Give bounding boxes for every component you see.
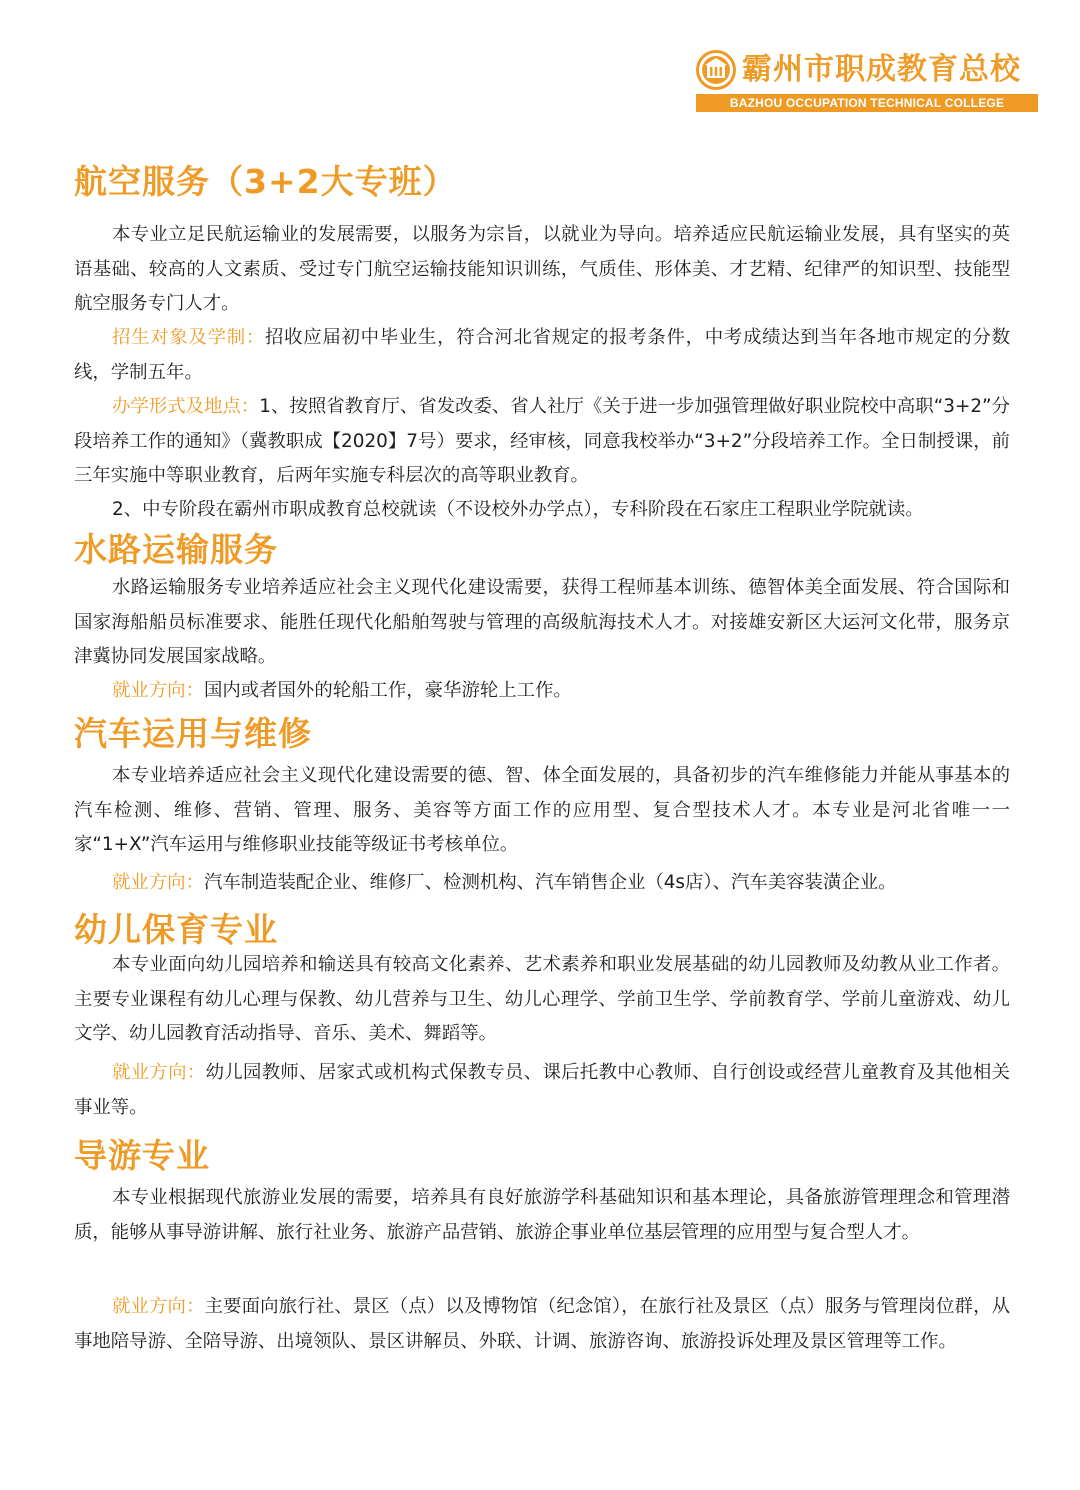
school-mode-label: 办学形式及地点： (112, 396, 260, 417)
section-intro-aviation: 本专业立足民航运输业的发展需要，以服务为宗旨，以就业为导向。培养适应民航运输业发展，具有坚实的英语基础、较高的人文素质、受过专门航空运输技能知识训练，气质佳、形体美、才艺精、纪律严的知识型、技能型航空服务专门人才。 (74, 224, 1010, 314)
section-intro-automotive: 本专业培养适应社会主义现代化建设需要的德、智、体全面发展的，具备初步的汽车维修能力并能从事基本的汽车检测、维修、营销、管理、服务、美容等方面工作的应用型、复合型技术人才。本专业是河北省唯一一家“1+X”汽车运用与维修职业技能等级证书考核单位。 (74, 765, 1010, 855)
enrollment-paragraph (74, 321, 1010, 390)
section-intro-childcare: 本专业面向幼儿园培养和输送具有较高文化素养、艺术素养和职业发展基础的幼儿园教师及幼教从业工作者。主要专业课程有幼儿心理与保教、幼儿营养与卫生、幼儿心理学、学前卫生学、学前教育学、学前儿童游戏、幼儿文学、幼儿园教育活动指导、音乐、美术、舞蹈等。 (74, 954, 1010, 1044)
section-title-aviation: 航空服务（3+2大专班） (74, 162, 457, 201)
section-intro-waterway: 水路运输服务专业培养适应社会主义现代化建设需要，获得工程师基本训练、德智体美全面发展、符合国际和国家海船船员标准要求、能胜任现代化船舶驾驶与管理的高级航海技术人才。对接雄安新区大运河文化带，服务京津冀协同发展国家战略。 (74, 577, 1010, 667)
section-intro-tourguide: 本专业根据现代旅游业发展的需要，培养具有良好旅游学科基础知识和基本理论，具备旅游管理理念和管理潜质，能够从事导游讲解、旅行社业务、旅游产品营销、旅游企事业单位基层管理的应用型与复合型人才。 (74, 1187, 1010, 1243)
job-label: 就业方向： (112, 680, 204, 701)
school-mode-paragraph (74, 390, 1010, 494)
job-paragraph-childcare (74, 1056, 1010, 1125)
section-title-childcare: 幼儿保育专业 (74, 910, 278, 949)
school-emblem-icon (696, 50, 736, 90)
job-text: 汽车制造装配企业、维修厂、检测机构、汽车销售企业（4s店）、汽车美容装潢企业。 (203, 872, 897, 893)
enrollment-text: 招收应届初中毕业生，符合河北省规定的报考条件，中考成绩达到当年各地市规定的分数线，学制五年。 (74, 327, 1010, 383)
job-paragraph-waterway (74, 674, 1010, 709)
job-text: 幼儿园教师、居家式或机构式保教专员、课后托教中心教师、自行创设或经营儿童教育及其他相关事业等。 (74, 1062, 1010, 1118)
section-title-tourguide: 导游专业 (74, 1136, 210, 1175)
enrollment-label: 招生对象及学制： (112, 327, 265, 348)
job-paragraph-automotive (74, 866, 1010, 901)
school-mode-paragraph-2: 2、中专阶段在霸州市职成教育总校就读（不设校外办学点），专科阶段在石家庄工程职业学院就读。 (112, 499, 924, 520)
job-label: 就业方向： (112, 872, 204, 893)
section-title-waterway: 水路运输服务 (74, 530, 278, 569)
job-text: 主要面向旅行社、景区（点）以及博物馆（纪念馆），在旅行社及景区（点）服务与管理岗位群，从事地陪导游、全陪导游、出境领队、景区讲解员、外联、计调、旅游咨询、旅游投诉处理及景区管理等工作。 (74, 1296, 1010, 1352)
job-label: 就业方向： (112, 1062, 206, 1083)
job-paragraph-tourguide (74, 1290, 1010, 1359)
school-logo (696, 46, 1040, 112)
school-name: 霸州市职成教育总校 (742, 52, 1021, 87)
school-name-english: BAZHOU OCCUPATION TECHNICAL COLLEGE (696, 94, 1038, 112)
job-text: 国内或者国外的轮船工作，豪华游轮上工作。 (203, 680, 572, 701)
job-label: 就业方向： (112, 1296, 205, 1317)
section-title-automotive: 汽车运用与维修 (74, 714, 312, 753)
school-mode-text: 1、按照省教育厅、省发改委、省人社厅《关于进一步加强管理做好职业院校中高职“3+2”分段培养工作的通知》（冀教职成【2020】7号）要求，经审核，同意我校举办“3+2”分段培养工作。全日制授课，前三年实施中等职业教育，后两年实施专科层次的高等职业教育。 (74, 396, 1010, 486)
